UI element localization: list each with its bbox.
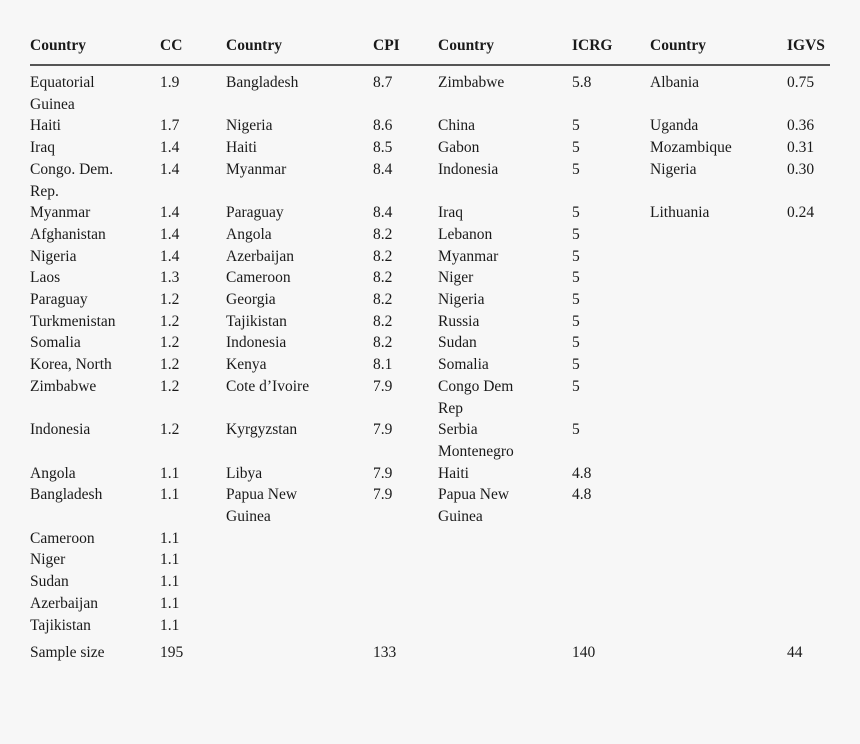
value-cell-cc: 1.4	[160, 225, 180, 243]
country-cell-igvs: Nigeria	[650, 160, 697, 178]
value-cell-icrg: 5	[572, 291, 580, 308]
value-cell-cc: 1.1	[160, 594, 180, 612]
value-cell-cc: 1.2	[160, 421, 180, 439]
country-cell-cc: Bangladesh	[30, 486, 103, 504]
value-cell-cc: 1.1	[160, 486, 180, 504]
sample-size-label: Sample size	[30, 644, 105, 662]
country-cell-cc: Somalia	[30, 334, 81, 352]
value-cell-cc: 1.3	[160, 269, 180, 287]
country-cell-cpi: Nigeria	[226, 117, 273, 135]
sample-size-cc: 195	[160, 644, 184, 662]
country-cell-cpi: Angola	[226, 225, 272, 243]
value-cell-icrg: 5	[572, 269, 580, 287]
value-cell-cpi: 8.7	[373, 74, 393, 91]
value-cell-icrg: 5	[572, 377, 580, 395]
country-cell-cc: Myanmar	[30, 204, 91, 222]
country-cell-cpi: Indonesia	[226, 334, 287, 352]
country-cell-icrg: Zimbabwe	[438, 74, 505, 91]
country-cell-cpi: Tajikistan	[226, 312, 287, 330]
country-cell-icrg: Congo Dem Rep	[438, 377, 514, 417]
value-cell-cc: 1.4	[160, 139, 180, 157]
value-cell-icrg: 5	[572, 312, 580, 330]
value-cell-icrg: 5	[572, 139, 580, 157]
country-cell-cc: Laos	[30, 269, 61, 287]
value-cell-cc: 1.2	[160, 312, 180, 330]
sample-size-cpi: 133	[373, 644, 397, 662]
header-icrg: ICRG	[572, 37, 613, 54]
country-cell-icrg: Indonesia	[438, 160, 499, 178]
country-cell-cc: Congo. Dem. Rep.	[30, 160, 114, 200]
country-cell-icrg: Iraq	[438, 204, 463, 222]
value-cell-cpi: 7.9	[373, 486, 393, 504]
value-cell-cc: 1.2	[160, 291, 180, 308]
country-cell-icrg: China	[438, 117, 476, 135]
country-cell-cpi: Bangladesh	[226, 74, 299, 91]
value-cell-igvs: 0.75	[787, 74, 815, 91]
country-cell-cc: Azerbaijan	[30, 594, 98, 612]
value-cell-cc: 1.2	[160, 334, 180, 352]
value-cell-icrg: 4.8	[572, 486, 592, 504]
value-cell-cc: 1.2	[160, 377, 180, 395]
value-cell-cpi: 8.2	[373, 247, 393, 265]
country-cell-cc: Iraq	[30, 139, 55, 157]
country-cell-cpi: Haiti	[226, 139, 257, 157]
value-cell-cc: 1.4	[160, 204, 180, 222]
value-cell-cc: 1.4	[160, 247, 180, 265]
table-header-row	[30, 36, 830, 58]
country-cell-cc: Paraguay	[30, 291, 88, 308]
country-cell-cpi: Azerbaijan	[226, 247, 294, 265]
value-cell-cpi: 8.6	[373, 117, 393, 135]
country-cell-cpi: Libya	[226, 464, 263, 482]
country-cell-cc: Nigeria	[30, 247, 77, 265]
country-cell-cc: Afghanistan	[30, 225, 106, 243]
value-cell-cc: 1.2	[160, 356, 180, 374]
country-cell-cc: Equatorial Guinea	[30, 74, 95, 113]
value-cell-cpi: 8.2	[373, 312, 393, 330]
value-cell-cpi: 8.4	[373, 204, 393, 222]
value-cell-icrg: 5	[572, 225, 580, 243]
country-cell-cpi: Cote d’Ivoire	[226, 377, 310, 395]
country-cell-cc: Korea, North	[30, 356, 112, 374]
country-cell-icrg: Somalia	[438, 356, 489, 374]
header-country-igvs: Country	[650, 37, 706, 54]
header-cc: CC	[160, 37, 183, 54]
country-cell-icrg: Nigeria	[438, 291, 485, 308]
header-country-icrg: Country	[438, 37, 494, 54]
country-cell-cc: Niger	[30, 551, 66, 569]
value-cell-icrg: 5	[572, 117, 580, 135]
value-cell-cpi: 8.1	[373, 356, 393, 374]
value-cell-igvs: 0.30	[787, 160, 815, 178]
header-country-cpi: Country	[226, 37, 282, 54]
country-cell-cpi: Georgia	[226, 291, 276, 308]
country-cell-icrg: Papua New Guinea	[438, 486, 510, 525]
value-cell-igvs: 0.24	[787, 204, 815, 222]
country-cell-cpi: Kenya	[226, 356, 267, 374]
sample-size-igvs: 44	[787, 644, 803, 662]
country-cell-icrg: Serbia Montenegro	[438, 421, 514, 460]
country-cell-cc: Indonesia	[30, 421, 91, 439]
country-cell-cpi: Myanmar	[226, 160, 287, 178]
value-cell-cc: 1.1	[160, 616, 180, 634]
country-cell-cc: Cameroon	[30, 529, 95, 547]
value-cell-icrg: 5.8	[572, 74, 592, 91]
country-cell-icrg: Sudan	[438, 334, 477, 352]
country-cell-cc: Tajikistan	[30, 616, 91, 634]
value-cell-icrg: 5	[572, 247, 580, 265]
value-cell-igvs: 0.36	[787, 117, 815, 135]
country-cell-cpi: Papua New Guinea	[226, 486, 298, 525]
sample-size-icrg: 140	[572, 644, 596, 662]
value-cell-icrg: 5	[572, 334, 580, 352]
value-cell-cpi: 8.2	[373, 225, 393, 243]
value-cell-icrg: 5	[572, 421, 580, 439]
country-cell-igvs: Lithuania	[650, 204, 710, 222]
value-cell-cpi: 7.9	[373, 421, 393, 439]
header-rule-divider	[30, 64, 830, 66]
country-cell-icrg: Lebanon	[438, 225, 493, 243]
value-cell-cpi: 8.4	[373, 160, 393, 178]
country-cell-cc: Turkmenistan	[30, 312, 116, 330]
country-cell-cpi: Cameroon	[226, 269, 291, 287]
country-cell-icrg: Gabon	[438, 139, 480, 157]
header-cpi: CPI	[373, 37, 400, 54]
value-cell-icrg: 5	[572, 356, 580, 374]
value-cell-cc: 1.1	[160, 551, 180, 569]
country-cell-cpi: Paraguay	[226, 204, 284, 222]
country-cell-icrg: Russia	[438, 312, 480, 330]
value-cell-cpi: 8.2	[373, 269, 393, 287]
value-cell-cc: 1.1	[160, 464, 180, 482]
value-cell-cpi: 8.2	[373, 291, 393, 308]
country-cell-cc: Haiti	[30, 117, 61, 135]
country-cell-cc: Angola	[30, 464, 76, 482]
country-cell-cc: Sudan	[30, 573, 69, 591]
value-cell-icrg: 5	[572, 160, 580, 178]
value-cell-cc: 1.9	[160, 74, 180, 91]
value-cell-cpi: 8.5	[373, 139, 393, 157]
country-cell-igvs: Uganda	[650, 117, 699, 135]
country-cell-igvs: Mozambique	[650, 139, 732, 157]
header-igvs: IGVS	[787, 37, 825, 54]
value-cell-cc: 1.7	[160, 117, 180, 135]
value-cell-icrg: 5	[572, 204, 580, 222]
value-cell-cpi: 7.9	[373, 377, 393, 395]
corruption-rankings-table	[30, 36, 830, 662]
country-cell-icrg: Niger	[438, 269, 474, 287]
header-country-cc: Country	[30, 37, 86, 54]
value-cell-cpi: 7.9	[373, 464, 393, 482]
value-cell-igvs: 0.31	[787, 139, 815, 157]
country-cell-igvs: Albania	[650, 74, 700, 91]
value-cell-icrg: 4.8	[572, 464, 592, 482]
value-cell-cpi: 8.2	[373, 334, 393, 352]
country-cell-icrg: Myanmar	[438, 247, 499, 265]
value-cell-cc: 1.1	[160, 529, 180, 547]
country-cell-cpi: Kyrgyzstan	[226, 421, 298, 439]
value-cell-cc: 1.4	[160, 160, 180, 178]
country-cell-cc: Zimbabwe	[30, 377, 97, 395]
value-cell-cc: 1.1	[160, 573, 180, 591]
country-cell-icrg: Haiti	[438, 464, 469, 482]
